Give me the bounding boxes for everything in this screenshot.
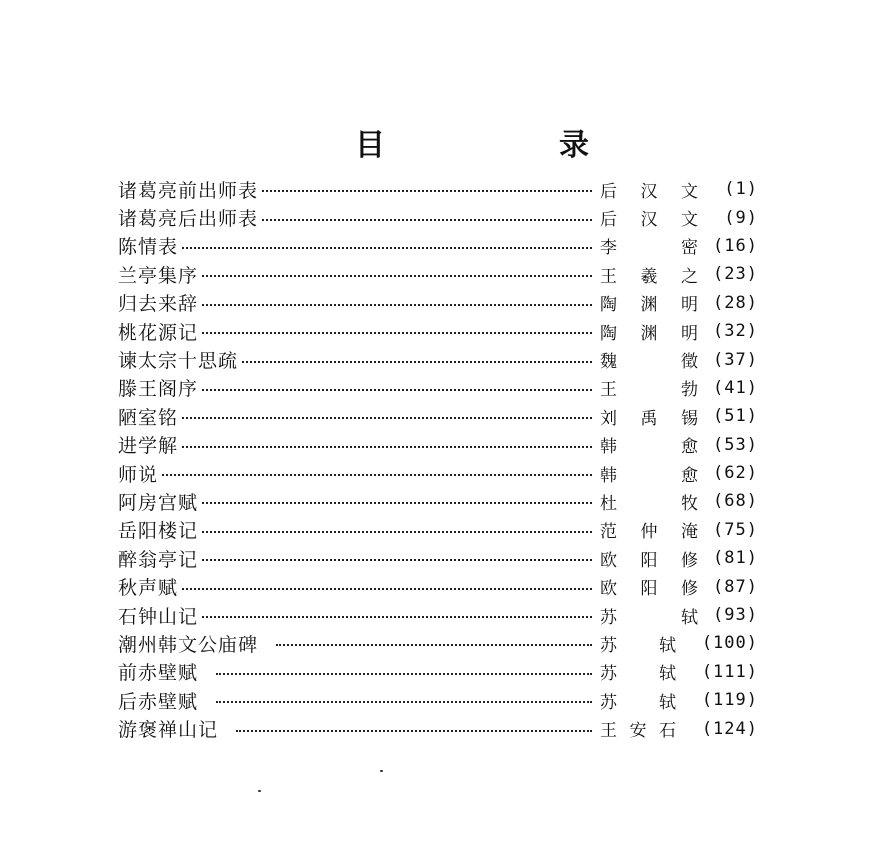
dot-leader xyxy=(202,332,592,334)
entry-page-number: (23) xyxy=(713,264,758,285)
entry-author: 王安石 xyxy=(600,721,678,742)
entry-author: 苏 轼 xyxy=(600,635,678,656)
entry-page-number: (119) xyxy=(701,690,758,711)
entry-author: 欧阳修 xyxy=(600,579,700,600)
entry-title: 归去来辞 xyxy=(118,293,199,316)
toc-entry[interactable] xyxy=(118,714,758,742)
toc-entry[interactable] xyxy=(118,345,758,373)
entry-author: 王 勃 xyxy=(600,380,700,401)
dot-leader xyxy=(182,247,592,249)
entry-title: 潮州韩文公庙碑 xyxy=(118,633,259,656)
entry-author: 韩 愈 xyxy=(600,465,700,486)
toc-entry[interactable] xyxy=(118,658,758,686)
dot-leader xyxy=(216,701,592,703)
entry-title: 滕王阁序 xyxy=(118,378,199,401)
dot-leader xyxy=(242,361,592,363)
entry-page-number: (32) xyxy=(713,321,758,342)
toc-entry[interactable] xyxy=(118,317,758,345)
entry-page-number: (68) xyxy=(713,491,758,512)
entry-title: 师说 xyxy=(118,463,159,486)
toc-entry[interactable] xyxy=(118,374,758,402)
entry-title: 秋声赋 xyxy=(118,577,179,600)
toc-entry[interactable] xyxy=(118,289,758,317)
entry-title: 游褒禅山记 xyxy=(118,719,219,742)
entry-page-number: (111) xyxy=(701,661,758,682)
entry-page-number: (41) xyxy=(713,377,758,398)
entry-author: 陶渊明 xyxy=(600,323,700,344)
entry-title: 石钟山记 xyxy=(118,605,199,628)
entry-page-number: (37) xyxy=(713,349,758,370)
entry-title: 进学解 xyxy=(118,435,179,458)
dot-leader xyxy=(202,502,592,504)
entry-page-number: (124) xyxy=(701,718,758,739)
entry-title: 诸葛亮后出师表 xyxy=(118,208,259,231)
entry-title: 醉翁亭记 xyxy=(118,548,199,571)
toc-entry[interactable] xyxy=(118,686,758,714)
toc-entry[interactable] xyxy=(118,402,758,430)
entry-title: 陋室铭 xyxy=(118,406,179,429)
entry-title: 谏太宗十思疏 xyxy=(118,350,239,373)
entry-author: 王羲之 xyxy=(600,266,700,287)
entry-author: 苏 轼 xyxy=(600,664,678,685)
dot-leader xyxy=(202,304,592,306)
entry-author: 刘禹锡 xyxy=(600,408,700,429)
dot-leader xyxy=(236,730,592,732)
dot-leader xyxy=(202,559,592,561)
entry-title: 前赤壁赋 xyxy=(118,662,199,685)
toc-entry[interactable] xyxy=(118,260,758,288)
entry-page-number: (75) xyxy=(713,519,758,540)
entry-page-number: (87) xyxy=(713,576,758,597)
entry-author: 魏 徵 xyxy=(600,352,700,373)
entry-author: 韩 愈 xyxy=(600,437,700,458)
entry-author: 杜 牧 xyxy=(600,493,700,514)
dot-leader xyxy=(182,588,592,590)
dot-leader xyxy=(262,190,592,192)
entry-page-number: (9) xyxy=(724,207,758,228)
toc-entry[interactable] xyxy=(118,516,758,544)
entry-author: 欧阳修 xyxy=(600,550,700,571)
scan-speck xyxy=(380,770,383,772)
entry-author: 范仲淹 xyxy=(600,522,700,543)
toc-entry[interactable] xyxy=(118,232,758,260)
toc-entry[interactable] xyxy=(118,175,758,203)
entry-page-number: (93) xyxy=(713,605,758,626)
entry-page-number: (16) xyxy=(713,235,758,256)
entry-page-number: (1) xyxy=(724,179,758,200)
entry-author: 苏 轼 xyxy=(600,607,700,628)
entry-author: 苏 轼 xyxy=(600,692,678,713)
entry-page-number: (51) xyxy=(713,406,758,427)
entry-title: 兰亭集序 xyxy=(118,264,199,287)
dot-leader xyxy=(276,644,592,646)
entry-title: 陈情表 xyxy=(118,236,179,259)
toc-entry[interactable] xyxy=(118,572,758,600)
entry-title: 阿房宫赋 xyxy=(118,491,199,514)
entry-page-number: (100) xyxy=(701,633,758,654)
entry-page-number: (53) xyxy=(713,434,758,455)
dot-leader xyxy=(202,616,592,618)
entry-page-number: (28) xyxy=(713,292,758,313)
toc-list xyxy=(118,175,758,743)
dot-leader xyxy=(262,219,592,221)
toc-entry[interactable] xyxy=(118,431,758,459)
page-title: 目 录 xyxy=(355,128,661,163)
scan-speck xyxy=(258,790,261,792)
dot-leader xyxy=(202,275,592,277)
dot-leader xyxy=(182,446,592,448)
entry-author: 后汉文 xyxy=(600,210,700,231)
entry-title: 岳阳楼记 xyxy=(118,520,199,543)
toc-entry[interactable] xyxy=(118,544,758,572)
entry-page-number: (62) xyxy=(713,463,758,484)
toc-entry[interactable] xyxy=(118,203,758,231)
entry-page-number: (81) xyxy=(713,548,758,569)
dot-leader xyxy=(182,417,592,419)
dot-leader xyxy=(202,531,592,533)
toc-entry[interactable] xyxy=(118,459,758,487)
entry-author: 陶渊明 xyxy=(600,295,700,316)
dot-leader xyxy=(162,474,592,476)
entry-author: 后汉文 xyxy=(600,181,700,202)
toc-entry[interactable] xyxy=(118,629,758,657)
dot-leader xyxy=(216,673,592,675)
toc-entry[interactable] xyxy=(118,601,758,629)
dot-leader xyxy=(202,389,592,391)
entry-title: 诸葛亮前出师表 xyxy=(118,179,259,202)
entry-title: 桃花源记 xyxy=(118,321,199,344)
entry-title: 后赤壁赋 xyxy=(118,690,199,713)
toc-entry[interactable] xyxy=(118,487,758,515)
entry-author: 李 密 xyxy=(600,238,700,259)
